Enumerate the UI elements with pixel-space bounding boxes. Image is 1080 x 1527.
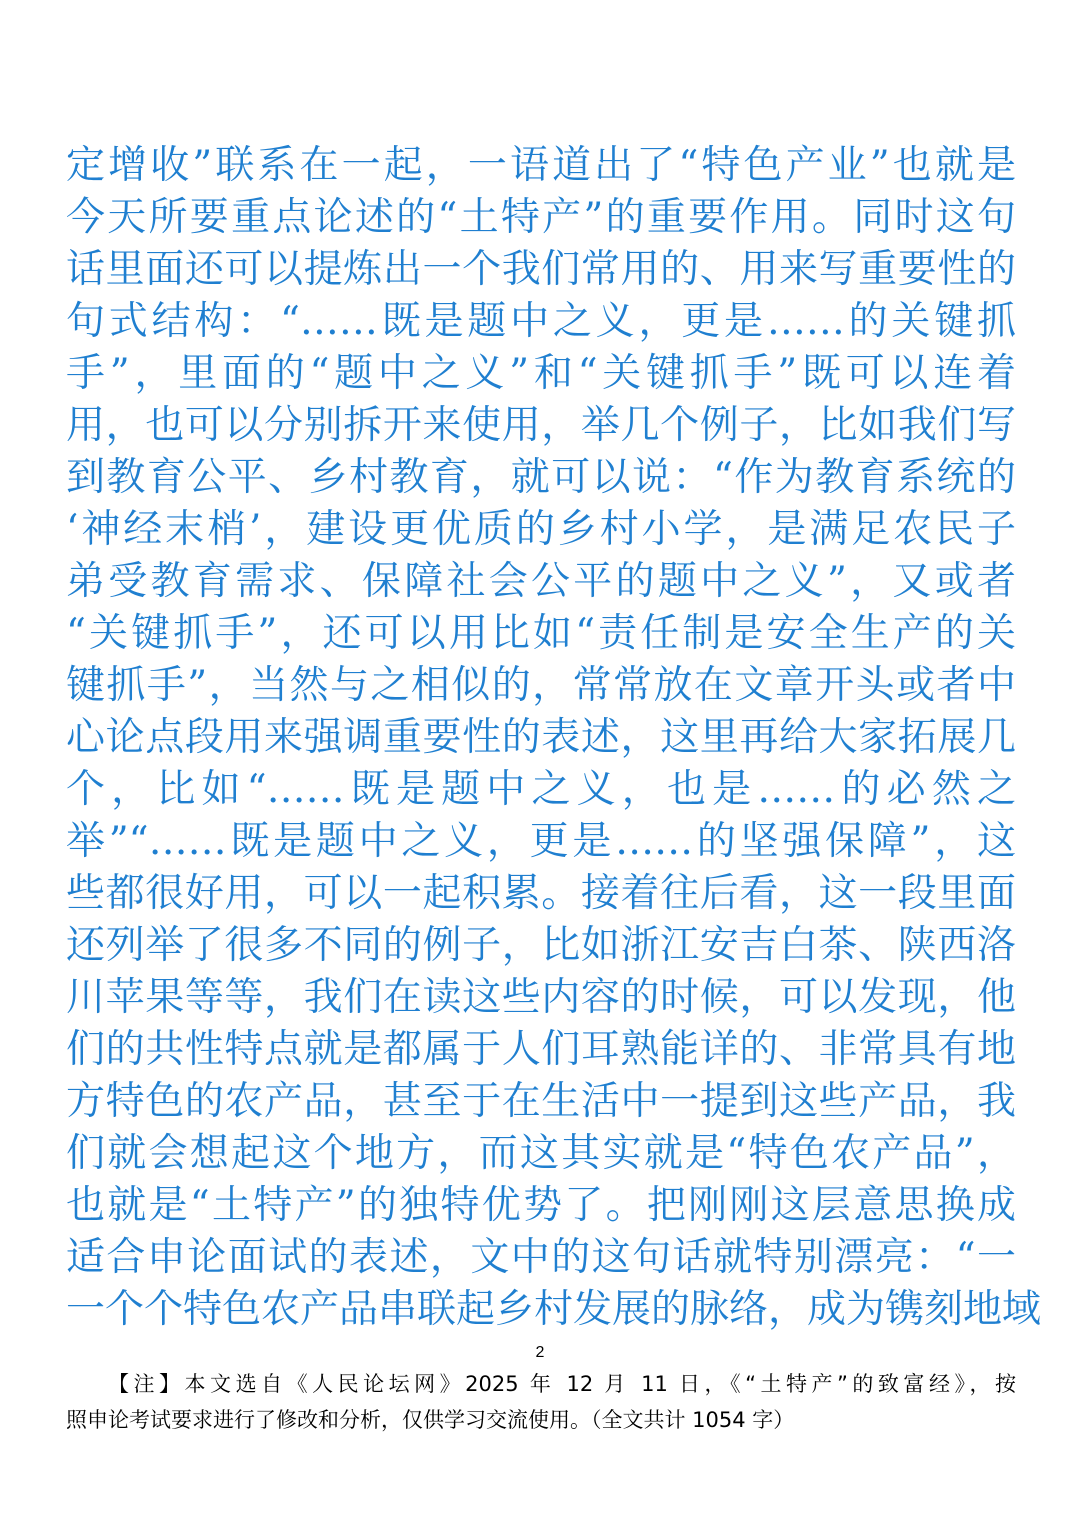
body-line: 们就会想起这个地方，而这其实就是“特色农产品”， bbox=[66, 1131, 1016, 1176]
body-line: 举”“……既是题中之义，更是……的坚强保障”，这 bbox=[66, 819, 1016, 864]
body-line: 川苹果等等，我们在读这些内容的时候，可以发现，他 bbox=[66, 975, 1016, 1020]
body-line: 弟受教育需求、保障社会公平的题中之义”，又或者 bbox=[66, 559, 1016, 604]
body-line: 句式结构：“……既是题中之义，更是……的关键抓 bbox=[66, 299, 1016, 344]
body-line: 还列举了很多不同的例子，比如浙江安吉白茶、陕西洛 bbox=[66, 923, 1016, 968]
body-line: “关键抓手”，还可以用比如“责任制是安全生产的关 bbox=[66, 611, 1016, 656]
body-line: 方特色的农产品，甚至于在生活中一提到这些产品，我 bbox=[66, 1079, 1016, 1124]
body-line: 今天所要重点论述的“土特产”的重要作用。同时这句 bbox=[66, 195, 1016, 240]
source-note bbox=[66, 1366, 1016, 1438]
body-line: 手”，里面的“题中之义”和“关键抓手”既可以连着 bbox=[66, 351, 1016, 396]
body-line: 一个个特色农产品串联起乡村发展的脉络，成为镌刻地域 bbox=[66, 1287, 1042, 1332]
page-number: 2 bbox=[535, 1344, 545, 1361]
body-line: 个，比如“……既是题中之义，也是……的必然之 bbox=[66, 767, 1016, 812]
body-line: 们的共性特点就是都属于人们耳熟能详的、非常具有地 bbox=[66, 1027, 1016, 1072]
body-line: 话里面还可以提炼出一个我们常用的、用来写重要性的 bbox=[66, 247, 1016, 292]
body-paragraph bbox=[66, 140, 1042, 1336]
body-line: 用，也可以分别拆开来使用，举几个例子，比如我们写 bbox=[66, 403, 1016, 448]
body-line: ‘神经末梢’，建设更优质的乡村小学，是满足农民子 bbox=[66, 507, 1016, 552]
body-line: 定增收”联系在一起，一语道出了“特色产业”也就是 bbox=[66, 143, 1016, 188]
body-line: 适合申论面试的表述，文中的这句话就特别漂亮：“一 bbox=[66, 1235, 1016, 1280]
body-line: 也就是“土特产”的独特优势了。把刚刚这层意思换成 bbox=[66, 1183, 1016, 1228]
body-line: 些都很好用，可以一起积累。接着往后看，这一段里面 bbox=[66, 871, 1016, 916]
body-line: 到教育公平、乡村教育，就可以说：“作为教育系统的 bbox=[66, 455, 1016, 500]
note-line: 【注】本文选自《人民论坛网》2025 年 12 月 11 日，《“土特产”的致富经》，按 bbox=[108, 1372, 1016, 1396]
body-line: 心论点段用来强调重要性的表述，这里再给大家拓展几 bbox=[66, 715, 1016, 760]
body-line: 键抓手”，当然与之相似的，常常放在文章开头或者中 bbox=[66, 663, 1016, 708]
note-line: 照申论考试要求进行了修改和分析，仅供学习交流使用。（全文共计 1054 字） bbox=[66, 1408, 795, 1432]
